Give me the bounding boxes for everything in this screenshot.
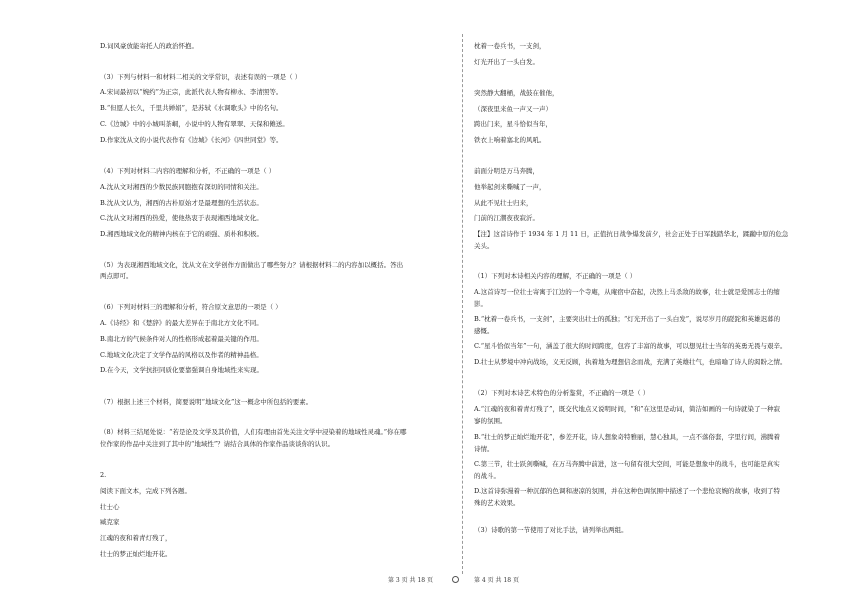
option-b-cont: 感慨。 bbox=[474, 327, 494, 335]
option-c: C.地域文化决定了文学作品的风格以及作者的精神品格。 bbox=[100, 351, 263, 359]
circle-icon bbox=[452, 576, 459, 583]
option-b-cont: 诗情。 bbox=[474, 445, 494, 453]
question-1: （1）下列对本诗相关内容的理解，不正确的一项是（ ） bbox=[474, 272, 637, 280]
question-5: （5）为表现湘西地域文化，沈从文在文学创作方面做出了哪些努力？请根据材料二的内容加以概括。答出 bbox=[100, 261, 404, 269]
poem-line: 江魂的夜和着青灯残了， bbox=[100, 534, 172, 542]
poem-line: 他举起剑来嘶喊了一声， bbox=[474, 183, 546, 191]
poem-line: 壮士的梦正灿烂地开花。 bbox=[100, 550, 172, 558]
page-footer bbox=[0, 575, 860, 585]
option-d: D.湘西地域文化的精神内核在于它的顽强、质朴和积极。 bbox=[100, 230, 264, 238]
option-b: B.沈从文认为，湘西的古朴原始才是最理想的生活状态。 bbox=[100, 199, 263, 207]
question-7: （7）根据上述三个材料，简要说明“地域文化”这一概念中所包括的要素。 bbox=[100, 398, 313, 406]
poem-line: 枕着一卷兵书，一支剑， bbox=[474, 42, 546, 50]
option-d: D.壮士从梦境中冲向战场，义无反顾，执着地为理想信念而战，充满了英雄壮气，也暗喻了诗人的渴盼之情。 bbox=[474, 358, 787, 366]
option-a: A.沈从文对湘西的少数民族同胞抱有深切的同情和关注。 bbox=[100, 183, 263, 191]
poem-line: 突然静大翻桶，战鼓在催他， bbox=[474, 89, 559, 97]
option-a: A.《诗经》和《楚辞》的最大差异在于南北方文化不同。 bbox=[100, 319, 263, 327]
option-b: B.“枕着一卷兵书，一支剑”，主要突出壮士的孤独；“灯光开出了一头白发”，说尽岁月的蹉跎和英雄迟暮的 bbox=[474, 315, 781, 323]
question-2: （2）下列对本诗艺术特色的分析鉴赏，不正确的一项是（ ） bbox=[474, 389, 650, 397]
option-c: C.沈从文对湘西的热爱，使他热衷于表现湘西地域文化。 bbox=[100, 214, 263, 222]
option-c: C.第三节，壮士跃剑嘶喊，在万马奔腾中前进，这一句留有很大空间，可能是想象中的战斗，也可能是真实 bbox=[474, 460, 780, 468]
option-a: A.“江魂的夜和着青灯残了”，既交代地点又说明时间，“和”在这里是动词，简洁如画的一句诗就染了一种寂 bbox=[474, 405, 781, 413]
poem-line: 前面分明是万马奔腾， bbox=[474, 167, 539, 175]
note: 【注】这首诗作于 1934 年 1 月 11 日，正值抗日战争爆发前夕，社会正处于日军践踏华北，蹂躏中原的危急 bbox=[474, 230, 789, 238]
option-c: C.“星斗恰似当年”一句，涵盖了很大的时间跨度，包容了丰富的故事，可以想见壮士当年的英勇无畏与艰辛。 bbox=[474, 342, 787, 350]
option-b: B.南北方的气候条件对人的性格形成起着最关键的作用。 bbox=[100, 335, 263, 343]
question-4: （4）下列对材料二内容的理解和分析，不正确的一项是（ ） bbox=[100, 167, 276, 175]
right-page-number: 第 4 页 共 18 页 bbox=[474, 577, 519, 584]
note-cont: 关头。 bbox=[474, 242, 494, 250]
option-a: A.这首诗写一位壮士寄寓于江边的一个寺庵，从庵宿中奋起，决然上马杀敌的故事，壮士就是爱国志士的缩 bbox=[474, 288, 780, 296]
left-page-number: 第 3 页 共 18 页 bbox=[388, 577, 433, 584]
option-a: A.宋词最初以“婉约”为正宗，此派代表人物有柳永、李清照等。 bbox=[100, 88, 283, 96]
option-a-cont: 寥的氛围。 bbox=[474, 417, 507, 425]
poem-author: 臧克家 bbox=[100, 518, 120, 526]
option-c-cont: 的战斗。 bbox=[474, 472, 500, 480]
poem-line: 灯光开出了一头白发。 bbox=[474, 58, 539, 66]
option-d: D.作家沈从文的小说代表作有《边城》《长河》《四世同堂》等。 bbox=[100, 136, 283, 144]
option-b: B.“壮士的梦正灿烂地开花”，参差开花，诗人想象奇特雅丽，慧心独具，一点不落俗套，字里行间，沸腾着 bbox=[474, 433, 780, 441]
poem-line: （深夜里来鱼一声又一声） bbox=[474, 105, 552, 113]
option-c: C.《边城》中的小城叫茶峒，小说中的人物有翠翠、天保和傩送。 bbox=[100, 120, 289, 128]
question-6: （6）下列对材料三的理解和分析，符合原文意思的一项是（ ） bbox=[100, 303, 282, 311]
option-d: D.在今天，文学抗拒同质化要靠强调自身地域性来实现。 bbox=[100, 366, 264, 374]
option-d-cont: 殊的艺术效果。 bbox=[474, 499, 520, 507]
poem-line: 铁衣上响着塞北的风吼。 bbox=[474, 136, 546, 144]
question-3: （3）诗歌的第一节使用了对比手法，请列举出两组。 bbox=[474, 526, 628, 534]
column-divider bbox=[462, 34, 463, 574]
question-8: （8）材料三结尾处说：“若是论及文学及其价值，人们有理由首先关注文学中浸染着的地域性灵魂。”你在哪 bbox=[100, 428, 407, 436]
question-5-cont: 两点即可。 bbox=[100, 272, 133, 280]
question-3: （3）下列与材料一和材料二相关的文学常识，表述有误的一项是（ ） bbox=[100, 73, 302, 81]
poem-title: 壮士心 bbox=[100, 503, 120, 511]
poem-line: 门前的江潮夜夜寂沂。 bbox=[474, 214, 539, 222]
option-a-cont: 影。 bbox=[474, 300, 487, 308]
option-b: B.“但愿人长久，千里共婵娟”，是苏轼《水调歌头》中的名句。 bbox=[100, 104, 283, 112]
text-line: D.词风豪放能寄托人的政治怀抱。 bbox=[100, 42, 199, 50]
instruction: 阅读下面文本，完成下列各题。 bbox=[100, 487, 191, 495]
poem-line: 从此不见壮士归来， bbox=[474, 199, 533, 207]
question-8-cont: 位作家的作品中关注到了其中的“地域性”？请结合具体的作家作品谈谈你的认识。 bbox=[100, 440, 335, 448]
poem-line: 跨出门来，星斗恰似当年， bbox=[474, 120, 552, 128]
option-d: D.这首诗弥漫着一种沉郁的色调和凄凉的氛围，并在这种色调氛围中描述了一个悲怆哀婉的故事，收到了特 bbox=[474, 487, 781, 495]
section-number: 2. bbox=[100, 471, 107, 479]
